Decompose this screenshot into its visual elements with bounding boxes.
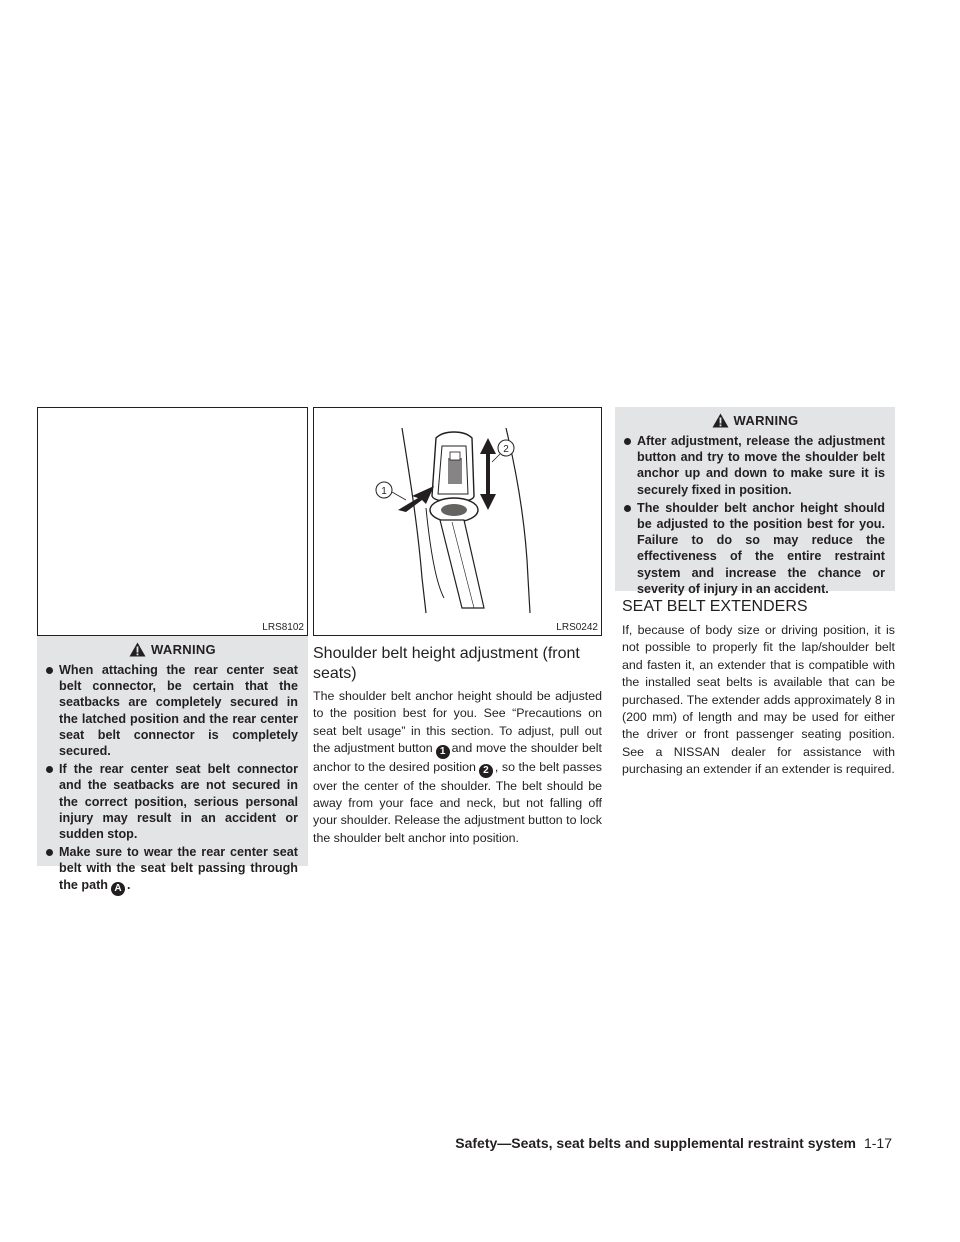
paragraph-text: , so the belt passes over the center of the shoulder. The belt should be away from your face and neck, but not falling off your shoulder. Release the adjustment button to lock the shoulder belt anchor into position. bbox=[313, 759, 603, 845]
warning-title: WARNING bbox=[733, 412, 799, 428]
figure-lrs8102 bbox=[37, 407, 308, 636]
warning-item: When attaching the rear center seat belt connector, be certain that the seatbacks are completely secured in the latched position and the rear center seat belt connector is completely secured. bbox=[45, 662, 298, 759]
footer-section-title: Safety—Seats, seat belts and supplemental restraint system bbox=[455, 1135, 856, 1151]
ref-circle-1: 1 bbox=[436, 745, 450, 759]
warning-item-text: Make sure to wear the rear center seat belt with the seat belt passing through the path bbox=[59, 845, 298, 892]
warning-item-end: . bbox=[126, 877, 131, 892]
section-heading-shoulder-belt: Shoulder belt height adjustment (front seats) bbox=[313, 645, 580, 682]
paragraph-text: and move the shoulder belt anchor to the desired position bbox=[313, 741, 602, 774]
warning-title: WARNING bbox=[151, 641, 216, 657]
warning-item: After adjustment, release the adjustment button and try to move the shoulder belt anchor up and down to make sure it is securely fixed in position. bbox=[623, 433, 885, 498]
warning-triangle-icon bbox=[129, 642, 146, 657]
warning-box-rear-center bbox=[37, 636, 308, 894]
warning-item: The shoulder belt anchor height should be adjusted to the position best for you. Failure to do so may reduce the effectiveness of the entire restraint system and increase the chance or severity of injury in an accident. bbox=[623, 500, 885, 597]
shoulder-belt-illustration bbox=[314, 408, 601, 635]
callout-2: 2 bbox=[503, 444, 509, 455]
paragraph-text: The shoulder belt anchor height should be adjusted to the position best for you. See “Precautions on seat belt usage” in this section. To adjust, pull out the adjustment button bbox=[313, 689, 602, 756]
shoulder-belt-paragraph bbox=[313, 688, 602, 847]
ref-circle-2: 2 bbox=[479, 764, 493, 778]
callout-1: 1 bbox=[381, 486, 387, 497]
figure-lrs0242 bbox=[313, 407, 602, 636]
page-footer bbox=[455, 1135, 892, 1151]
warning-item: If the rear center seat belt connector and the seatbacks are not secured in the correct position, serious personal injury may result in an accident or sudden stop. bbox=[45, 761, 298, 842]
extenders-paragraph: If, because of body size or driving position, it is not possible to properly fit the lap/shoulder belt and fasten it, an extender that is compatible with the installed seat belts is available that can be purchased. The extender adds approximately 8 in (200 mm) of length and may be used for either the driver or front passenger seating position. See a NISSAN dealer for assistance with purchasing an extender if an extender is required. bbox=[622, 623, 895, 777]
figure-id: LRS8102 bbox=[262, 622, 304, 633]
ref-circle-a: A bbox=[111, 882, 125, 896]
warning-header bbox=[37, 636, 308, 662]
warning-triangle-icon bbox=[712, 413, 729, 428]
warning-box-shoulder-belt bbox=[615, 407, 895, 596]
warning-item bbox=[45, 844, 298, 896]
figure-id: LRS0242 bbox=[556, 622, 598, 633]
warning-header bbox=[615, 407, 895, 433]
warning-list bbox=[615, 433, 895, 607]
footer-page-number: 1-17 bbox=[863, 1135, 892, 1151]
warning-list bbox=[37, 662, 308, 906]
section-heading-seat-belt-extenders: SEAT BELT EXTENDERS bbox=[622, 598, 808, 615]
